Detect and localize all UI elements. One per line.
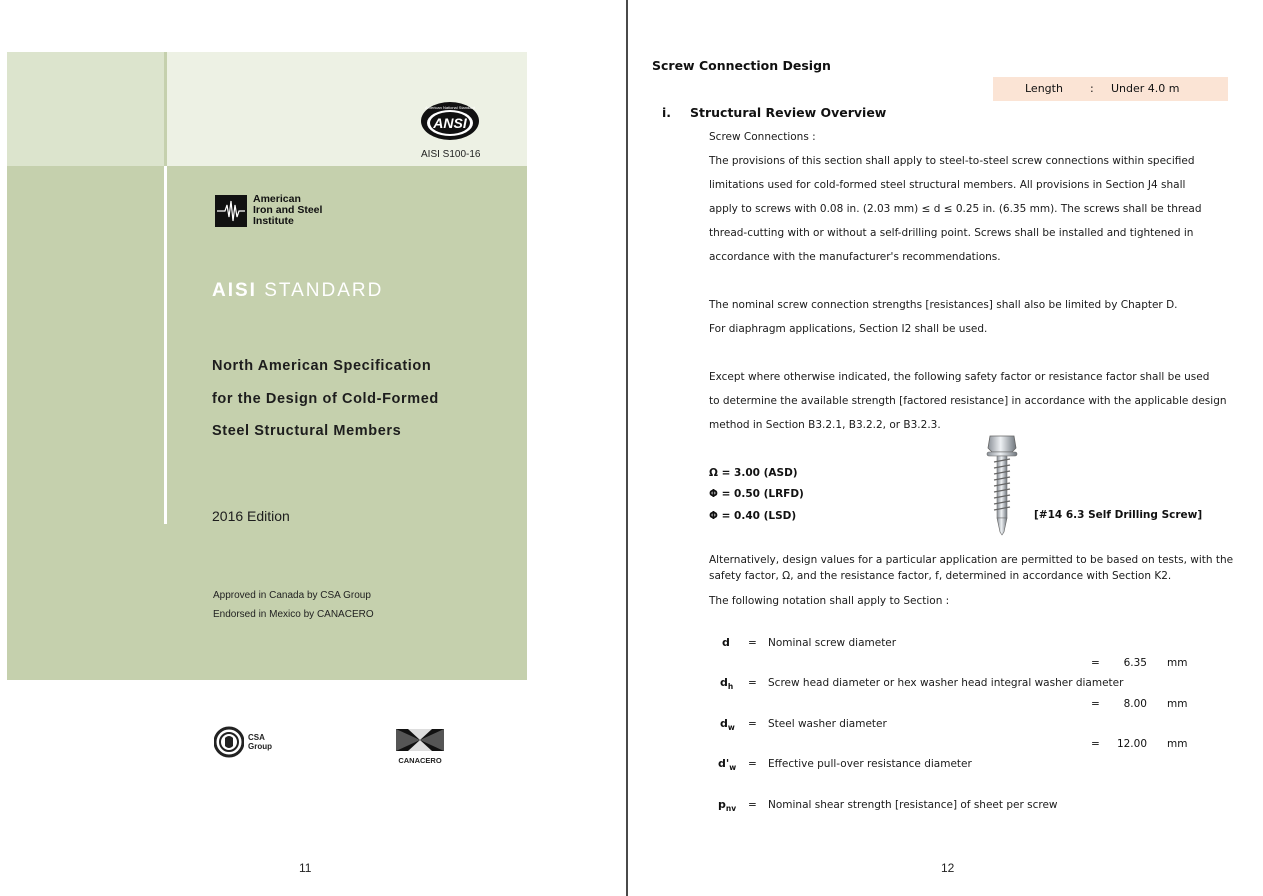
standard-title: AISI STANDARD [212, 280, 384, 301]
page-title: Screw Connection Design [652, 58, 831, 73]
aisi-name: American Iron and Steel Institute [253, 193, 323, 227]
notation-equals: = [748, 799, 757, 811]
notation-symbol: $d_w$ [720, 717, 735, 733]
notation-equals: = [748, 677, 757, 689]
svg-text:ANSI: ANSI [433, 115, 467, 131]
page-number-left: 11 [299, 861, 312, 875]
notation-value: 12.00 [1116, 738, 1147, 750]
length-info-box [993, 77, 1228, 101]
paragraph-line: thread-cutting with or without a self-drilling point. Screws shall be installed and tightened in [709, 227, 1194, 239]
notation-equals: = [748, 718, 757, 730]
csa-emblem-icon [214, 726, 244, 758]
paragraph-line: Alternatively, design values for a particular application are permitted to be based on tests, with the [709, 554, 1234, 566]
notation-equals: = [748, 637, 757, 649]
length-label: Length [1025, 82, 1063, 95]
ansi-logo-icon [419, 100, 481, 142]
edition: 2016 Edition [212, 508, 290, 524]
resistance-factor-lsd: Φ = 0.40 (LSD) [709, 510, 797, 522]
screw-caption: [#14 6.3 Self Drilling Screw] [1034, 509, 1203, 521]
paragraph-line: limitations used for cold-formed steel structural members. All provisions in Section J4 shall [709, 179, 1186, 191]
paragraph-line: safety factor, Ω, and the resistance factor, f, determined in accordance with Section K2. [709, 570, 1172, 582]
paragraph-line: The nominal screw connection strengths [resistances] shall also be limited by Chapter D. [709, 299, 1178, 311]
specification-title: North American Specification for the Design of Cold-Formed Steel Structural Members [212, 358, 439, 439]
safety-factor-asd: Ω = 3.00 (ASD) [709, 467, 798, 479]
notation-description: Nominal shear strength [resistance] of sheet per screw [768, 799, 1058, 811]
notation-unit: mm [1167, 698, 1188, 710]
notation-symbol: $d'_w$ [718, 757, 737, 773]
notation-symbol: d [722, 636, 730, 649]
paragraph-line: accordance with the manufacturer's recommendations. [709, 251, 1001, 263]
notation-description: Steel washer diameter [768, 718, 887, 730]
notation-unit: mm [1167, 657, 1188, 669]
paragraph-line: method in Section B3.2.1, B3.2.2, or B3.2.3. [709, 419, 941, 431]
notation-description: Screw head diameter or hex washer head integral washer diameter [768, 677, 1124, 689]
cover-top-left-panel [7, 52, 164, 166]
canacero-emblem-icon [396, 729, 444, 751]
left-page [0, 0, 627, 896]
csa-group-logo: CSA Group [214, 726, 272, 758]
paragraph-line: The following notation shall apply to Section : [709, 595, 950, 607]
paragraph-line: The provisions of this section shall apply to steel-to-steel screw connections within specified [709, 155, 1195, 167]
notation-symbol: $p_{nv}$ [718, 798, 737, 814]
value-equals: = [1091, 738, 1100, 750]
notation-value: 8.00 [1123, 698, 1147, 710]
resistance-factor-lrfd: Φ = 0.50 (LRFD) [709, 488, 804, 500]
approval-notes: Approved in Canada by CSA Group Endorsed in Mexico by CANACERO [213, 590, 374, 620]
book-cover [7, 52, 527, 680]
notation-symbol: $d_h$ [720, 676, 734, 692]
notation-description: Nominal screw diameter [768, 637, 897, 649]
notation-equals: = [748, 758, 757, 770]
notation-description: Effective pull-over resistance diameter [768, 758, 972, 770]
paragraph-line: For diaphragm applications, Section I2 shall be used. [709, 323, 988, 335]
subheading: Screw Connections : [709, 131, 816, 143]
notation-unit: mm [1167, 738, 1188, 750]
section-heading: i. Structural Review Overview [662, 105, 887, 120]
length-colon: : [1090, 82, 1094, 95]
aisi-emblem-icon [215, 195, 247, 227]
standard-code: AISI S100-16 [421, 149, 481, 160]
self-drilling-screw-image [984, 432, 1020, 536]
svg-text:American National Standard: American National Standard [424, 105, 476, 110]
length-value: Under 4.0 m [1111, 82, 1180, 95]
aisi-logo [215, 194, 322, 227]
notation-value: 6.35 [1123, 657, 1147, 669]
paragraph-line: apply to screws with 0.08 in. (2.03 mm) ≤ d ≤ 0.25 in. (6.35 mm). The screws shall be thread [709, 203, 1202, 215]
paragraph-line: Except where otherwise indicated, the following safety factor or resistance factor shall be used [709, 371, 1210, 383]
value-equals: = [1091, 698, 1100, 710]
canacero-logo: CANACERO [395, 729, 445, 765]
page-number-right: 12 [941, 861, 955, 875]
page-divider [626, 0, 628, 896]
value-equals: = [1091, 657, 1100, 669]
paragraph-line: to determine the available strength [factored resistance] in accordance with the applicable design [709, 395, 1227, 407]
